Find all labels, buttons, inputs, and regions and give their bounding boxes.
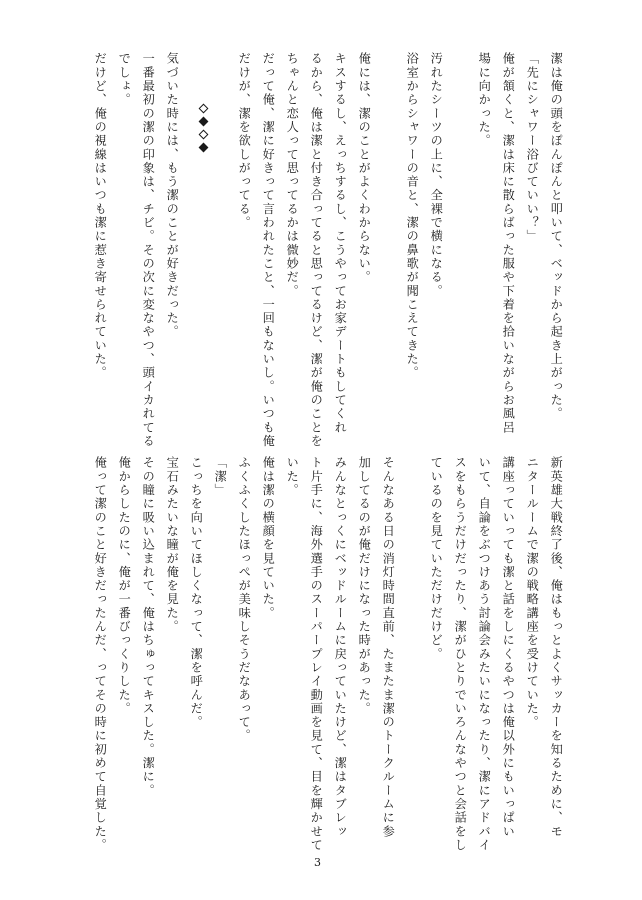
text-line: 俺が頷くと、潔は床に散らばった服や下着を拾いながらお風呂 — [501, 52, 516, 435]
text-line: その瞳に吸い込まれて、俺はちゅってキスした。潔に。 — [141, 456, 156, 798]
text-line: 場に向かった。 — [477, 52, 492, 148]
text-line: ニタールームで潔の戦略講座を受けていた。 — [525, 456, 540, 729]
text-line: 俺は潔の横顔を見ていた。 — [261, 456, 276, 620]
text-line: 俺って潔のこと好きだったんだ、ってその時に初めて自覚した。 — [93, 456, 108, 852]
text-line: るから、俺は潔と付き合ってると思ってるけど、潔が俺のことを — [309, 52, 324, 448]
text-line: 浴室からシャワーの音と、潔の鼻歌が聞こえてきた。 — [405, 52, 420, 380]
text-line: 俺からしたのに、俺が一番びっくりした。 — [117, 456, 132, 716]
text-line: 新英雄大戦終了後、俺はもっとよくサッカーを知るために、モ — [549, 456, 564, 839]
text-line: 潔は俺の頭をぽんぽんと叩いて、ベッドから起き上がった。 — [549, 52, 564, 421]
text-line: スをもらうだけだったり、潔がひとりでいろんなやつと会話をし — [453, 456, 468, 852]
text-line: ちゃんと恋人って思ってるかは微妙だ。 — [285, 52, 300, 298]
text-line: 一番最初の潔の印象は、チビ。その次に変なやつ、頭イカれてる — [141, 52, 156, 448]
text-line: だって俺、潔に好きって言われたこと、一回もないし。いつも俺 — [261, 52, 276, 448]
text-line: でしょ。 — [117, 52, 132, 107]
text-line: こっちを向いてほしくなって、潔を呼んだ。 — [189, 456, 204, 729]
text-line: ト片手に、海外選手のスーパープレイ動画を見て、目を輝かせて — [309, 456, 324, 852]
text-line: 加してるのが俺だけになった時があった。 — [357, 456, 372, 716]
text-line: キスするし、えっちするし、こうやってお家デートもしてくれ — [333, 52, 348, 435]
text-line: 講座っていっても潔と話をしにくるやつは俺以外にもいっぱい — [501, 456, 516, 839]
text-line: 汚れたシーツの上に、全裸で横になる。 — [429, 52, 444, 298]
text-line: そんなある日の消灯時間直前、たまたま潔のトークルームに参 — [381, 456, 396, 839]
text-line: 気づいた時には、もう潔のことが好きだった。 — [165, 52, 180, 339]
text-line: だけど、俺の視線はいつも潔に惹き寄せられていた。 — [93, 52, 108, 380]
text-line: 「先にシャワー浴びていい？」 — [525, 52, 540, 244]
text-line: 宝石みたいな瞳が俺を見た。 — [165, 456, 180, 634]
text-line: みんなとっくにベッドルームに戻っていたけど、潔はタブレッ — [333, 456, 348, 839]
text-line: ているのを見ていただけだけど。 — [429, 456, 444, 661]
text-line: いて、自論をぶつけあう討論会みたいになったり、潔にアドバイ — [477, 456, 492, 852]
page-number: 3 — [314, 856, 321, 869]
text-line: 「潔」 — [213, 456, 228, 497]
text-line: だけが、潔を欲しがってる。 — [237, 52, 252, 230]
text-line: ふくふくしたほっぺが美味しそうだなあって。 — [237, 456, 252, 743]
text-line: いた。 — [285, 456, 300, 497]
text-line: 俺には、潔のことがよくわからない。 — [357, 52, 372, 285]
